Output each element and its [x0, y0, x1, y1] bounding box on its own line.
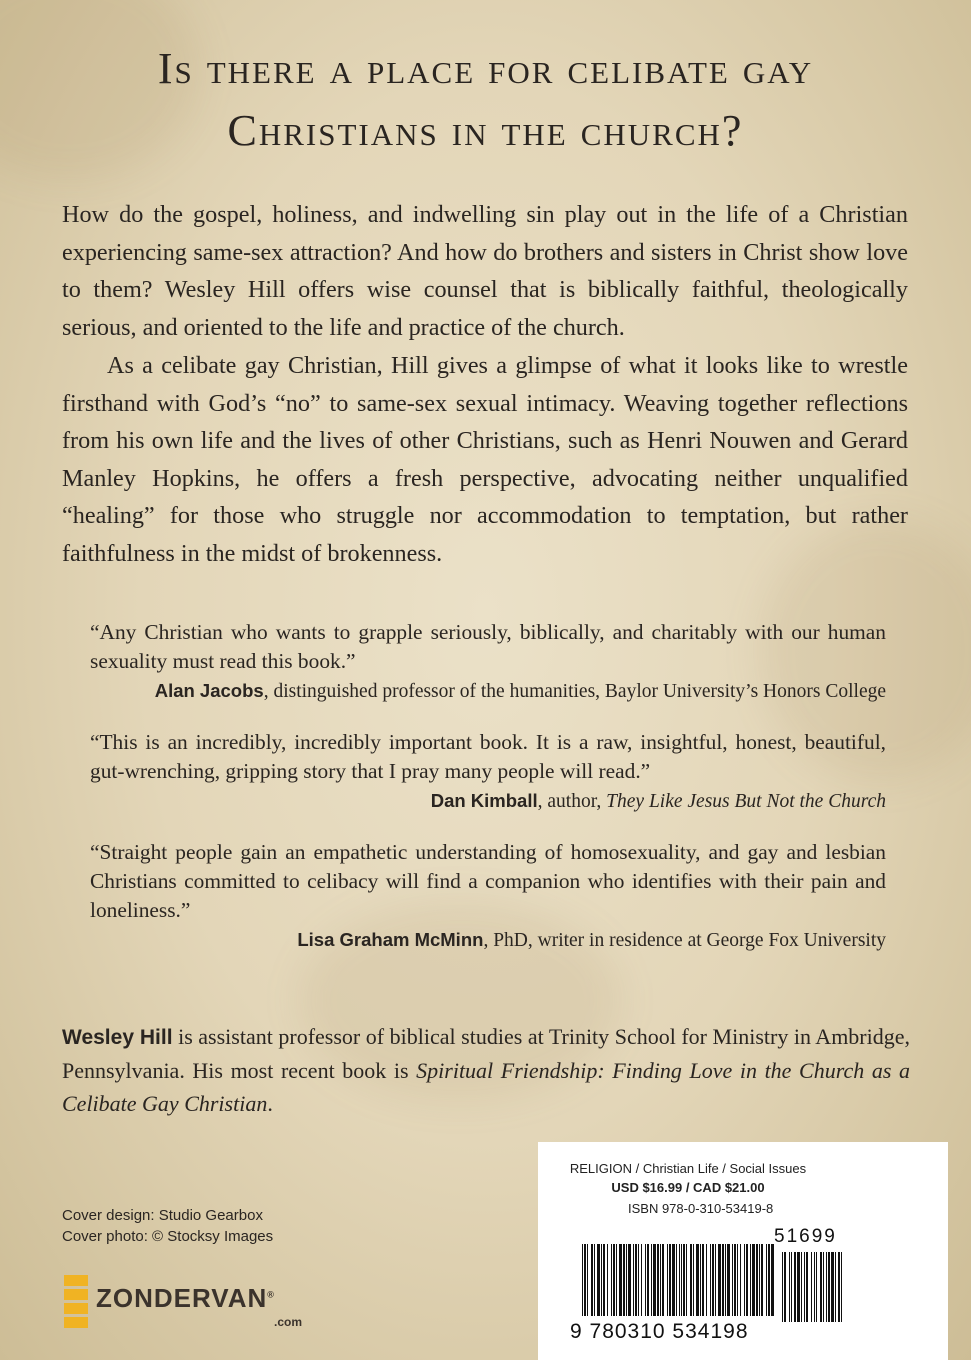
headline — [40, 38, 931, 162]
endorsement-quote-1: “Any Christian who wants to grapple seriously, biblically, and charitably with our human sexuality must read this book.” — [90, 620, 886, 673]
barcode-panel — [538, 1142, 948, 1360]
price-label: USD $16.99 / CAD $21.00 — [611, 1180, 765, 1195]
publisher-logo — [62, 1275, 342, 1335]
publisher-domain: .com — [274, 1315, 303, 1329]
endorser-name: Lisa Graham McMinn — [297, 929, 484, 950]
cover-photo-credit: Cover photo: © Stocksy Images — [62, 1228, 274, 1245]
endorser-title: , author, — [537, 791, 607, 812]
endorser-name: Dan Kimball — [430, 790, 538, 811]
endorsement-quote-3: “Straight people gain an empathetic understanding of homosexuality, and gay and lesbian Christians committed to celibacy will find a companion who identifies with their pain and loneliness.” — [90, 840, 886, 922]
barcode-bars — [582, 1244, 852, 1322]
author-book-title: Spiritual Friendship: Finding Love in the Church as a Celibate Gay Christian — [62, 1058, 910, 1116]
registered-mark: ® — [267, 1289, 275, 1300]
isbn-barcode-digits: 9 780310 534198 — [570, 1320, 749, 1343]
isbn-label: ISBN 978-0-310-53419-8 — [628, 1201, 774, 1216]
cover-design-credit: Cover design: Studio Gearbox — [62, 1207, 263, 1224]
price-addon-code: 51699 — [774, 1226, 837, 1247]
endorsement-attribution-3 — [90, 925, 886, 955]
endorser-book-title: They Like Jesus But Not the Church — [606, 791, 886, 812]
author-bio — [62, 1020, 910, 1120]
bisac-category: RELIGION / Christian Life / Social Issues — [569, 1161, 807, 1176]
endorser-name: Alan Jacobs — [154, 680, 264, 701]
endorsement-attribution-1 — [90, 676, 886, 706]
author-bio-end: . — [267, 1091, 273, 1116]
publisher-wordmark: ZONDERVAN — [96, 1283, 268, 1313]
headline-line-2: Christians in the church? — [227, 106, 744, 155]
cover-credits — [62, 1205, 273, 1247]
description-paragraph-2: As a celibate gay Christian, Hill gives a glimpse of what it looks like to wrestle firsthand with God’s “no” to same-sex sexual intimacy. Weaving together reflections from his own life and the lives of other Christians, such as Henri Nouwen and Gerard Manley Hopkins, he offers a fresh perspective, advocating neither unqualified “healing” for those who struggle nor accommodation to temptation, but rather faithfulness in the midst of brokenness. — [62, 352, 908, 567]
endorsement-quote-2: “This is an incredibly, incredibly important book. It is a raw, insightful, honest, beautiful, gut-wrenching, gripping story that I pray many people will read.” — [90, 730, 886, 783]
endorsement-attribution-2 — [90, 786, 886, 816]
author-name: Wesley Hill — [62, 1026, 173, 1049]
endorser-title: , distinguished professor of the humanities, Baylor University’s Honors College — [263, 681, 886, 702]
author-bio-text: is assistant professor of biblical studies at Trinity School for Ministry in Ambridge, Pennsylvania. His most recent book is — [62, 1024, 911, 1083]
description-paragraph-1: How do the gospel, holiness, and indwelling sin play out in the life of a Christian experiencing same-sex attraction? And how do brothers and sisters in Christ show love to them? Wesley Hill offers wise counsel that is biblically faithful, theologically serious, and oriented to the life and practice of the church. — [62, 201, 908, 341]
publisher-name — [96, 1283, 275, 1314]
zondervan-mark-icon — [62, 1275, 90, 1331]
headline-line-1: Is there a place for celibate gay — [157, 44, 814, 93]
endorser-title: , PhD, writer in residence at George Fox University — [483, 930, 886, 951]
